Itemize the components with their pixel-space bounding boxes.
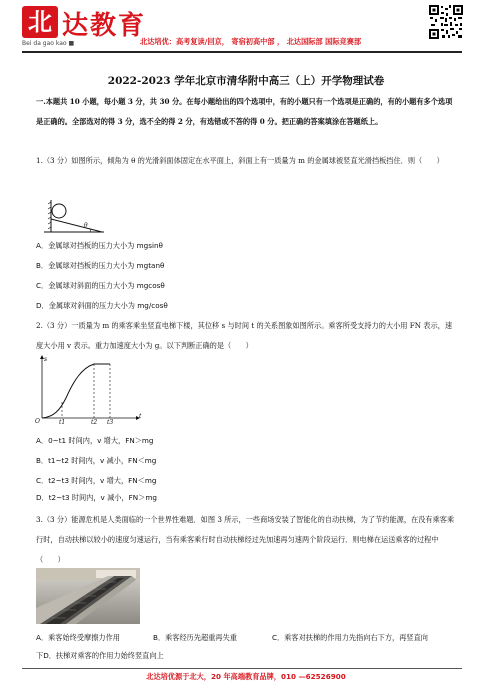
- question-3-stem: 3.（3 分）能源危机是人类面临的一个世界性难题．如图 3 所示，一些商场安装了智能化的自动扶梯，为了节约能源，在没有乘客乘行时，自动扶梯以较小的速度匀速运行，当有乘客乘行时自动扶梯经过先加速再匀速两个阶段运行．则电梯在运送乘客的过程中（ ）: [36, 515, 455, 564]
- question-3-option-b[interactable]: B．乘客经历先超重再失重: [153, 633, 237, 642]
- header-slogan: 北达培优：高考复读/回京， 寄宿初高中部 ， 北达国际部 国际竞赛部: [140, 37, 362, 46]
- question-1-option-b[interactable]: B．金属球对挡板的压力大小为 mgtanθ: [36, 261, 165, 270]
- header-divider: [22, 51, 462, 53]
- question-2-tick-t2: t2: [91, 419, 98, 426]
- question-2-y-label: s: [44, 356, 48, 363]
- question-3-escalator-photo: [36, 568, 140, 624]
- footer-divider: [22, 668, 462, 669]
- qr-code-icon: [428, 4, 464, 40]
- question-2-option-d[interactable]: D．t2~t3 时间内，v 减小，FN＞mg: [36, 493, 157, 502]
- question-2-tick-t3: t3: [107, 419, 114, 426]
- question-2-stem: 2.（3 分）一质量为 m 的乘客乘坐竖直电梯下楼，其位移 s 与时间 t 的关系图象如图所示。乘客所受支持力的大小用 FN 表示，速度大小用 v 表示。重力加速度大小为 g。以下判断正确的是（ ）: [36, 321, 453, 350]
- question-1-figure: [42, 196, 106, 234]
- question-1-angle-label: θ: [84, 222, 88, 229]
- question-3-option-d[interactable]: 下D．扶梯对乘客的作用力始终竖直向上: [36, 651, 164, 660]
- footer-text: 北达培优源于北大，20 年高端教育品牌，010 —62526900: [146, 672, 346, 681]
- question-1-option-c[interactable]: C．金属球对斜面的压力大小为 mgcosθ: [36, 281, 165, 290]
- question-1-option-a[interactable]: A．金属球对挡板的压力大小为 mgsinθ: [36, 241, 163, 250]
- question-3-option-a[interactable]: A．乘客始终受摩擦力作用: [36, 633, 120, 642]
- question-2-graph: [32, 354, 142, 426]
- question-2-option-c[interactable]: C．t2~t3 时间内，v 增大，FN＜mg: [36, 476, 157, 485]
- question-2-x-label: t: [139, 413, 142, 420]
- question-2-option-b[interactable]: B．t1~t2 时间内，v 减小，FN＜mg: [36, 456, 157, 465]
- logo-pinyin: Bei da gao kao ■: [22, 40, 75, 47]
- section-instructions: 一.本题共 10 小题，每小题 3 分，共 30 分。在每小题给出的四个选项中，有的小题只有一个选项是正确的，有的小题有多个选项是正确的。全部选对的得 3 分，选不全的得 2 分，有选错或不答的得 0 分。把正确的答案填涂在答题纸上。: [36, 97, 453, 126]
- question-2-tick-t1: t1: [59, 419, 66, 426]
- question-1-stem: 1.（3 分）如图所示，倾角为 θ 的光滑斜面体固定在水平面上，斜面上有一质量为 m 的金属球被竖直光滑挡板挡住．则（ ）: [36, 156, 444, 165]
- logo-mark: 北: [22, 6, 58, 38]
- question-1-option-d[interactable]: D．金属球对斜面的压力大小为 mg/cosθ: [36, 301, 168, 310]
- logo-text: 达教育: [62, 11, 147, 41]
- exam-title: 2022-2023 学年北京市清华附中高三（上）开学物理试卷: [107, 75, 385, 87]
- question-2-option-a[interactable]: A．0~t1 时间内，v 增大，FN＞mg: [36, 436, 154, 445]
- question-3-option-c[interactable]: C．乘客对扶梯的作用力先指向右下方，再竖直向: [272, 633, 428, 642]
- question-2-origin-label: O: [35, 418, 40, 425]
